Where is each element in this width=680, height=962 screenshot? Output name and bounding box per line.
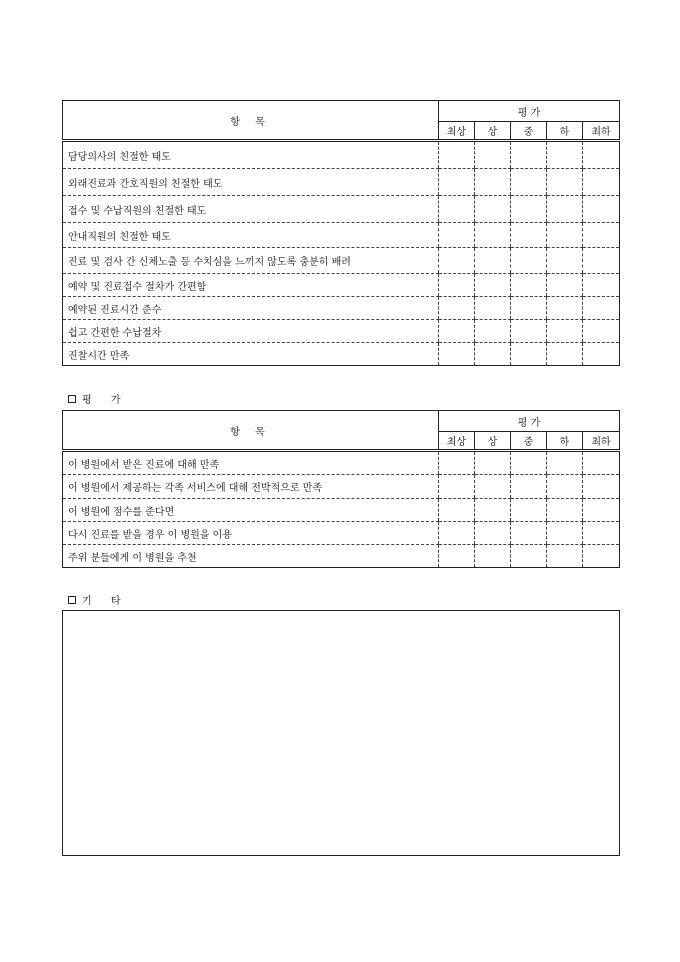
table-row — [63, 297, 620, 320]
rating-cell[interactable] — [439, 545, 475, 568]
rating-cell[interactable] — [475, 343, 511, 366]
table-row — [63, 545, 620, 568]
rating-cell[interactable] — [475, 297, 511, 320]
rating-cell[interactable] — [583, 248, 620, 274]
rating-cell[interactable] — [475, 475, 511, 499]
table-row — [63, 451, 620, 475]
checkbox-square-icon — [68, 596, 76, 604]
section-other-label: 기 타 — [68, 592, 129, 607]
item-label: 다시 진료를 받을 경우 이 병원을 이용 — [63, 522, 439, 545]
rating-cell[interactable] — [511, 545, 547, 568]
rating-cell[interactable] — [547, 320, 583, 343]
item-label: 안내직원의 친절한 태도 — [63, 223, 439, 248]
rating-cell[interactable] — [475, 451, 511, 475]
rating-cell[interactable] — [547, 545, 583, 568]
rating-cell[interactable] — [583, 169, 620, 196]
rating-cell[interactable] — [439, 343, 475, 366]
item-label: 예약된 진료시간 준수 — [63, 297, 439, 320]
level-header: 최상 — [439, 432, 475, 451]
rating-cell[interactable] — [439, 141, 475, 169]
item-label: 쉽고 간편한 수납절차 — [63, 320, 439, 343]
rating-cell[interactable] — [439, 499, 475, 522]
rating-cell[interactable] — [475, 274, 511, 297]
table-row — [63, 169, 620, 196]
table-row — [63, 343, 620, 366]
rating-cell[interactable] — [439, 451, 475, 475]
rating-cell[interactable] — [511, 141, 547, 169]
rating-cell[interactable] — [547, 499, 583, 522]
item-label: 주위 분들에게 이 병원을 추천 — [63, 545, 439, 568]
rating-cell[interactable] — [547, 141, 583, 169]
table-row — [63, 320, 620, 343]
level-header: 중 — [511, 432, 547, 451]
rating-cell[interactable] — [547, 451, 583, 475]
item-label: 진료 및 검사 간 신체노출 등 수치심을 느끼지 않도록 충분히 배려 — [63, 248, 439, 274]
satisfaction-table-1 — [62, 100, 620, 366]
rating-cell[interactable] — [583, 274, 620, 297]
rating-cell[interactable] — [583, 475, 620, 499]
checkbox-square-icon — [68, 395, 76, 403]
table-row — [63, 196, 620, 223]
rating-cell[interactable] — [439, 274, 475, 297]
rating-cell[interactable] — [475, 248, 511, 274]
rating-cell[interactable] — [511, 475, 547, 499]
level-header: 하 — [547, 432, 583, 451]
rating-cell[interactable] — [547, 248, 583, 274]
rating-cell[interactable] — [475, 141, 511, 169]
table-row — [63, 274, 620, 297]
rating-cell[interactable] — [583, 141, 620, 169]
other-comments-box[interactable] — [62, 610, 620, 856]
rating-cell[interactable] — [583, 451, 620, 475]
level-header: 최하 — [583, 122, 620, 141]
rating-cell[interactable] — [511, 196, 547, 223]
rating-cell[interactable] — [547, 196, 583, 223]
rating-cell[interactable] — [439, 522, 475, 545]
item-label: 이 병원에서 제공하는 각족 서비스에 대해 전박적으로 만족 — [63, 475, 439, 499]
rating-cell[interactable] — [511, 343, 547, 366]
rating-cell[interactable] — [439, 248, 475, 274]
rating-cell[interactable] — [511, 522, 547, 545]
rating-cell[interactable] — [583, 297, 620, 320]
rating-cell[interactable] — [511, 499, 547, 522]
rating-cell[interactable] — [439, 297, 475, 320]
rating-cell[interactable] — [547, 223, 583, 248]
rating-cell[interactable] — [583, 223, 620, 248]
item-label: 예약 및 진료접수 절차가 간편함 — [63, 274, 439, 297]
rating-cell[interactable] — [583, 343, 620, 366]
level-header: 하 — [547, 122, 583, 141]
rating-cell[interactable] — [547, 274, 583, 297]
level-header: 상 — [475, 432, 511, 451]
section-evaluation-label: 평 가 — [68, 391, 129, 406]
rating-cell[interactable] — [547, 343, 583, 366]
rating-cell[interactable] — [547, 522, 583, 545]
rating-cell[interactable] — [475, 223, 511, 248]
level-header: 상 — [475, 122, 511, 141]
rating-cell[interactable] — [475, 196, 511, 223]
rating-cell[interactable] — [439, 320, 475, 343]
item-header: 항 목 — [63, 411, 439, 451]
table-row — [63, 248, 620, 274]
item-label: 이 병원에서 받은 진료에 대해 만족 — [63, 451, 439, 475]
rating-cell[interactable] — [439, 169, 475, 196]
rating-cell[interactable] — [475, 169, 511, 196]
rating-cell[interactable] — [511, 169, 547, 196]
rating-cell[interactable] — [475, 499, 511, 522]
rating-cell[interactable] — [547, 169, 583, 196]
grade-header: 평 가 — [439, 411, 620, 432]
table-row — [63, 141, 620, 169]
rating-cell[interactable] — [439, 196, 475, 223]
rating-cell[interactable] — [511, 320, 547, 343]
rating-cell[interactable] — [583, 196, 620, 223]
rating-cell[interactable] — [511, 451, 547, 475]
rating-cell[interactable] — [547, 475, 583, 499]
table-row — [63, 499, 620, 522]
item-label: 외래진료과 간호직원의 친절한 태도 — [63, 169, 439, 196]
item-label: 진찰시간 만족 — [63, 343, 439, 366]
item-label: 접수 및 수납직원의 친절한 태도 — [63, 196, 439, 223]
table-row — [63, 475, 620, 499]
rating-cell[interactable] — [511, 297, 547, 320]
rating-cell[interactable] — [511, 223, 547, 248]
grade-header: 평 가 — [439, 101, 620, 122]
rating-cell[interactable] — [439, 475, 475, 499]
rating-cell[interactable] — [511, 274, 547, 297]
item-label: 담당의사의 친절한 태도 — [63, 141, 439, 169]
rating-cell[interactable] — [583, 545, 620, 568]
rating-cell[interactable] — [439, 223, 475, 248]
rating-cell[interactable] — [583, 499, 620, 522]
rating-cell[interactable] — [475, 320, 511, 343]
rating-cell[interactable] — [475, 545, 511, 568]
rating-cell[interactable] — [583, 320, 620, 343]
rating-cell[interactable] — [475, 522, 511, 545]
level-header: 중 — [511, 122, 547, 141]
satisfaction-table-2 — [62, 410, 620, 568]
level-header: 최상 — [439, 122, 475, 141]
item-label: 이 병원에 점수를 준다면 — [63, 499, 439, 522]
table-row — [63, 522, 620, 545]
level-header: 최하 — [583, 432, 620, 451]
item-header: 항 목 — [63, 101, 439, 141]
rating-cell[interactable] — [547, 297, 583, 320]
table-row — [63, 223, 620, 248]
rating-cell[interactable] — [583, 522, 620, 545]
rating-cell[interactable] — [511, 248, 547, 274]
